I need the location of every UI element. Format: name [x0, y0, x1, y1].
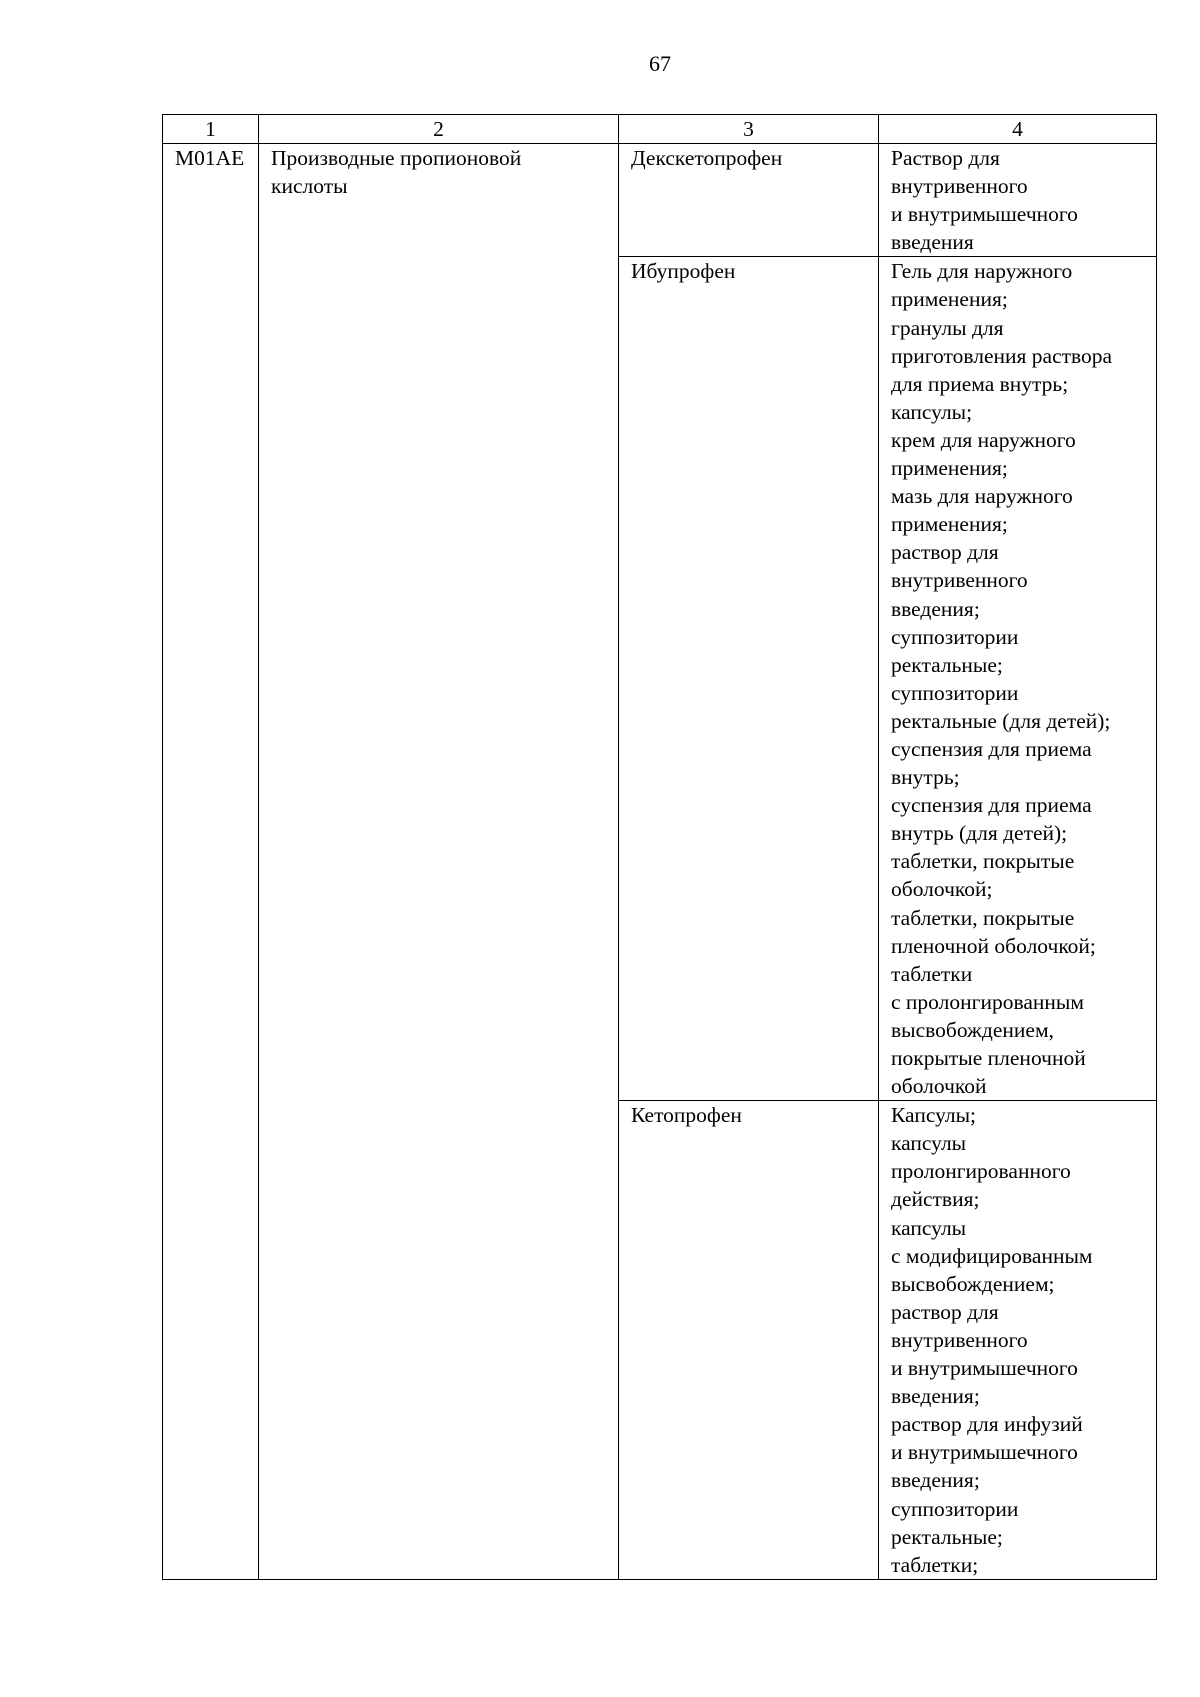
dosage-form-line: покрытые пленочной — [891, 1046, 1086, 1070]
dosage-form-line: оболочкой; — [891, 877, 993, 902]
dosage-form-line: приготовления раствора — [891, 343, 1113, 368]
dosage-form-line: оболочкой — [891, 1074, 987, 1099]
dosage-form-line: Гель для наружного — [891, 259, 1073, 284]
dosage-form-line: Раствор для — [891, 146, 1000, 170]
dosage-form-line: с пролонгированным — [891, 989, 1084, 1014]
dosage-form-line: суппозитории — [891, 680, 1019, 705]
dosage-form-line: применения; — [891, 512, 1008, 537]
dosage-form-line: капсулы — [891, 1131, 967, 1156]
dosage-form-line: пленочной оболочкой; — [891, 933, 1096, 958]
dosage-form-line: внутрь; — [891, 765, 960, 790]
dosage-form-line: действия; — [891, 1187, 980, 1212]
dosage-form-line: пролонгированного — [891, 1159, 1071, 1184]
dosage-form-line: раствор для инфузий — [891, 1412, 1083, 1437]
dosage-form-line: ректальные (для детей); — [891, 708, 1111, 733]
group-name-cell — [259, 144, 619, 1580]
dosage-form-line: ректальные; — [891, 652, 1003, 677]
group-name-line: кислоты — [271, 174, 348, 199]
dosage-form-line: внутрь (для детей); — [891, 821, 1068, 846]
dosage-form-line: и внутримышечного — [891, 1356, 1078, 1381]
dosage-form-line: внутривенного — [891, 174, 1028, 199]
dosage-form-line: Капсулы; — [891, 1103, 977, 1128]
drug-name-cell: Кетопрофен — [619, 1101, 879, 1580]
drug-name-cell: Декскетопрофен — [619, 144, 879, 257]
dosage-forms-cell — [879, 1101, 1157, 1580]
dosage-form-line: таблетки; — [891, 1552, 979, 1577]
dosage-form-line: применения; — [891, 456, 1008, 481]
dosage-form-line: суспензия для приема — [891, 736, 1092, 761]
dosage-form-line: суппозитории — [891, 1496, 1019, 1521]
dosage-form-line: раствор для — [891, 1299, 999, 1324]
dosage-form-line: гранулы для — [891, 315, 1004, 340]
dosage-form-line: введения; — [891, 1468, 980, 1493]
dosage-forms-cell — [879, 144, 1157, 257]
dosage-form-line: внутривенного — [891, 1327, 1028, 1352]
dosage-form-line: высвобождением, — [891, 1017, 1054, 1042]
dosage-form-line: капсулы; — [891, 399, 973, 424]
column-header: 2 — [259, 115, 619, 144]
dosage-forms-cell — [879, 257, 1157, 1101]
dosage-form-line: крем для наружного — [891, 427, 1076, 452]
dosage-form-line: и внутримышечного — [891, 202, 1078, 227]
table-header-row — [163, 115, 1157, 144]
group-name-line: Производные пропионовой — [271, 146, 522, 170]
dosage-form-line: таблетки, покрытые — [891, 905, 1075, 930]
dosage-form-line: для приема внутрь; — [891, 371, 1069, 396]
dosage-form-line: таблетки, покрытые — [891, 849, 1075, 874]
atc-code-cell: M01AE — [163, 144, 259, 1580]
dosage-form-line: введения — [891, 230, 974, 255]
column-header: 1 — [163, 115, 259, 144]
page-number: 67 — [649, 51, 671, 76]
dosage-form-line: капсулы — [891, 1215, 967, 1240]
drug-table — [162, 114, 1157, 1580]
dosage-form-line: суспензия для приема — [891, 793, 1092, 818]
dosage-form-line: введения; — [891, 1384, 980, 1409]
drug-name-cell: Ибупрофен — [619, 257, 879, 1101]
dosage-form-line: с модифицированным — [891, 1243, 1093, 1268]
column-header: 3 — [619, 115, 879, 144]
dosage-form-line: применения; — [891, 287, 1008, 312]
dosage-form-line: внутривенного — [891, 568, 1028, 593]
dosage-form-line: таблетки — [891, 961, 973, 986]
dosage-form-line: введения; — [891, 596, 980, 621]
dosage-form-line: мазь для наружного — [891, 484, 1073, 509]
dosage-form-line: высвобождением; — [891, 1271, 1055, 1296]
table-row — [163, 144, 1157, 257]
dosage-form-line: раствор для — [891, 540, 999, 565]
dosage-form-line: и внутримышечного — [891, 1440, 1078, 1465]
dosage-form-line: суппозитории — [891, 624, 1019, 649]
dosage-form-line: ректальные; — [891, 1524, 1003, 1549]
column-header: 4 — [879, 115, 1157, 144]
